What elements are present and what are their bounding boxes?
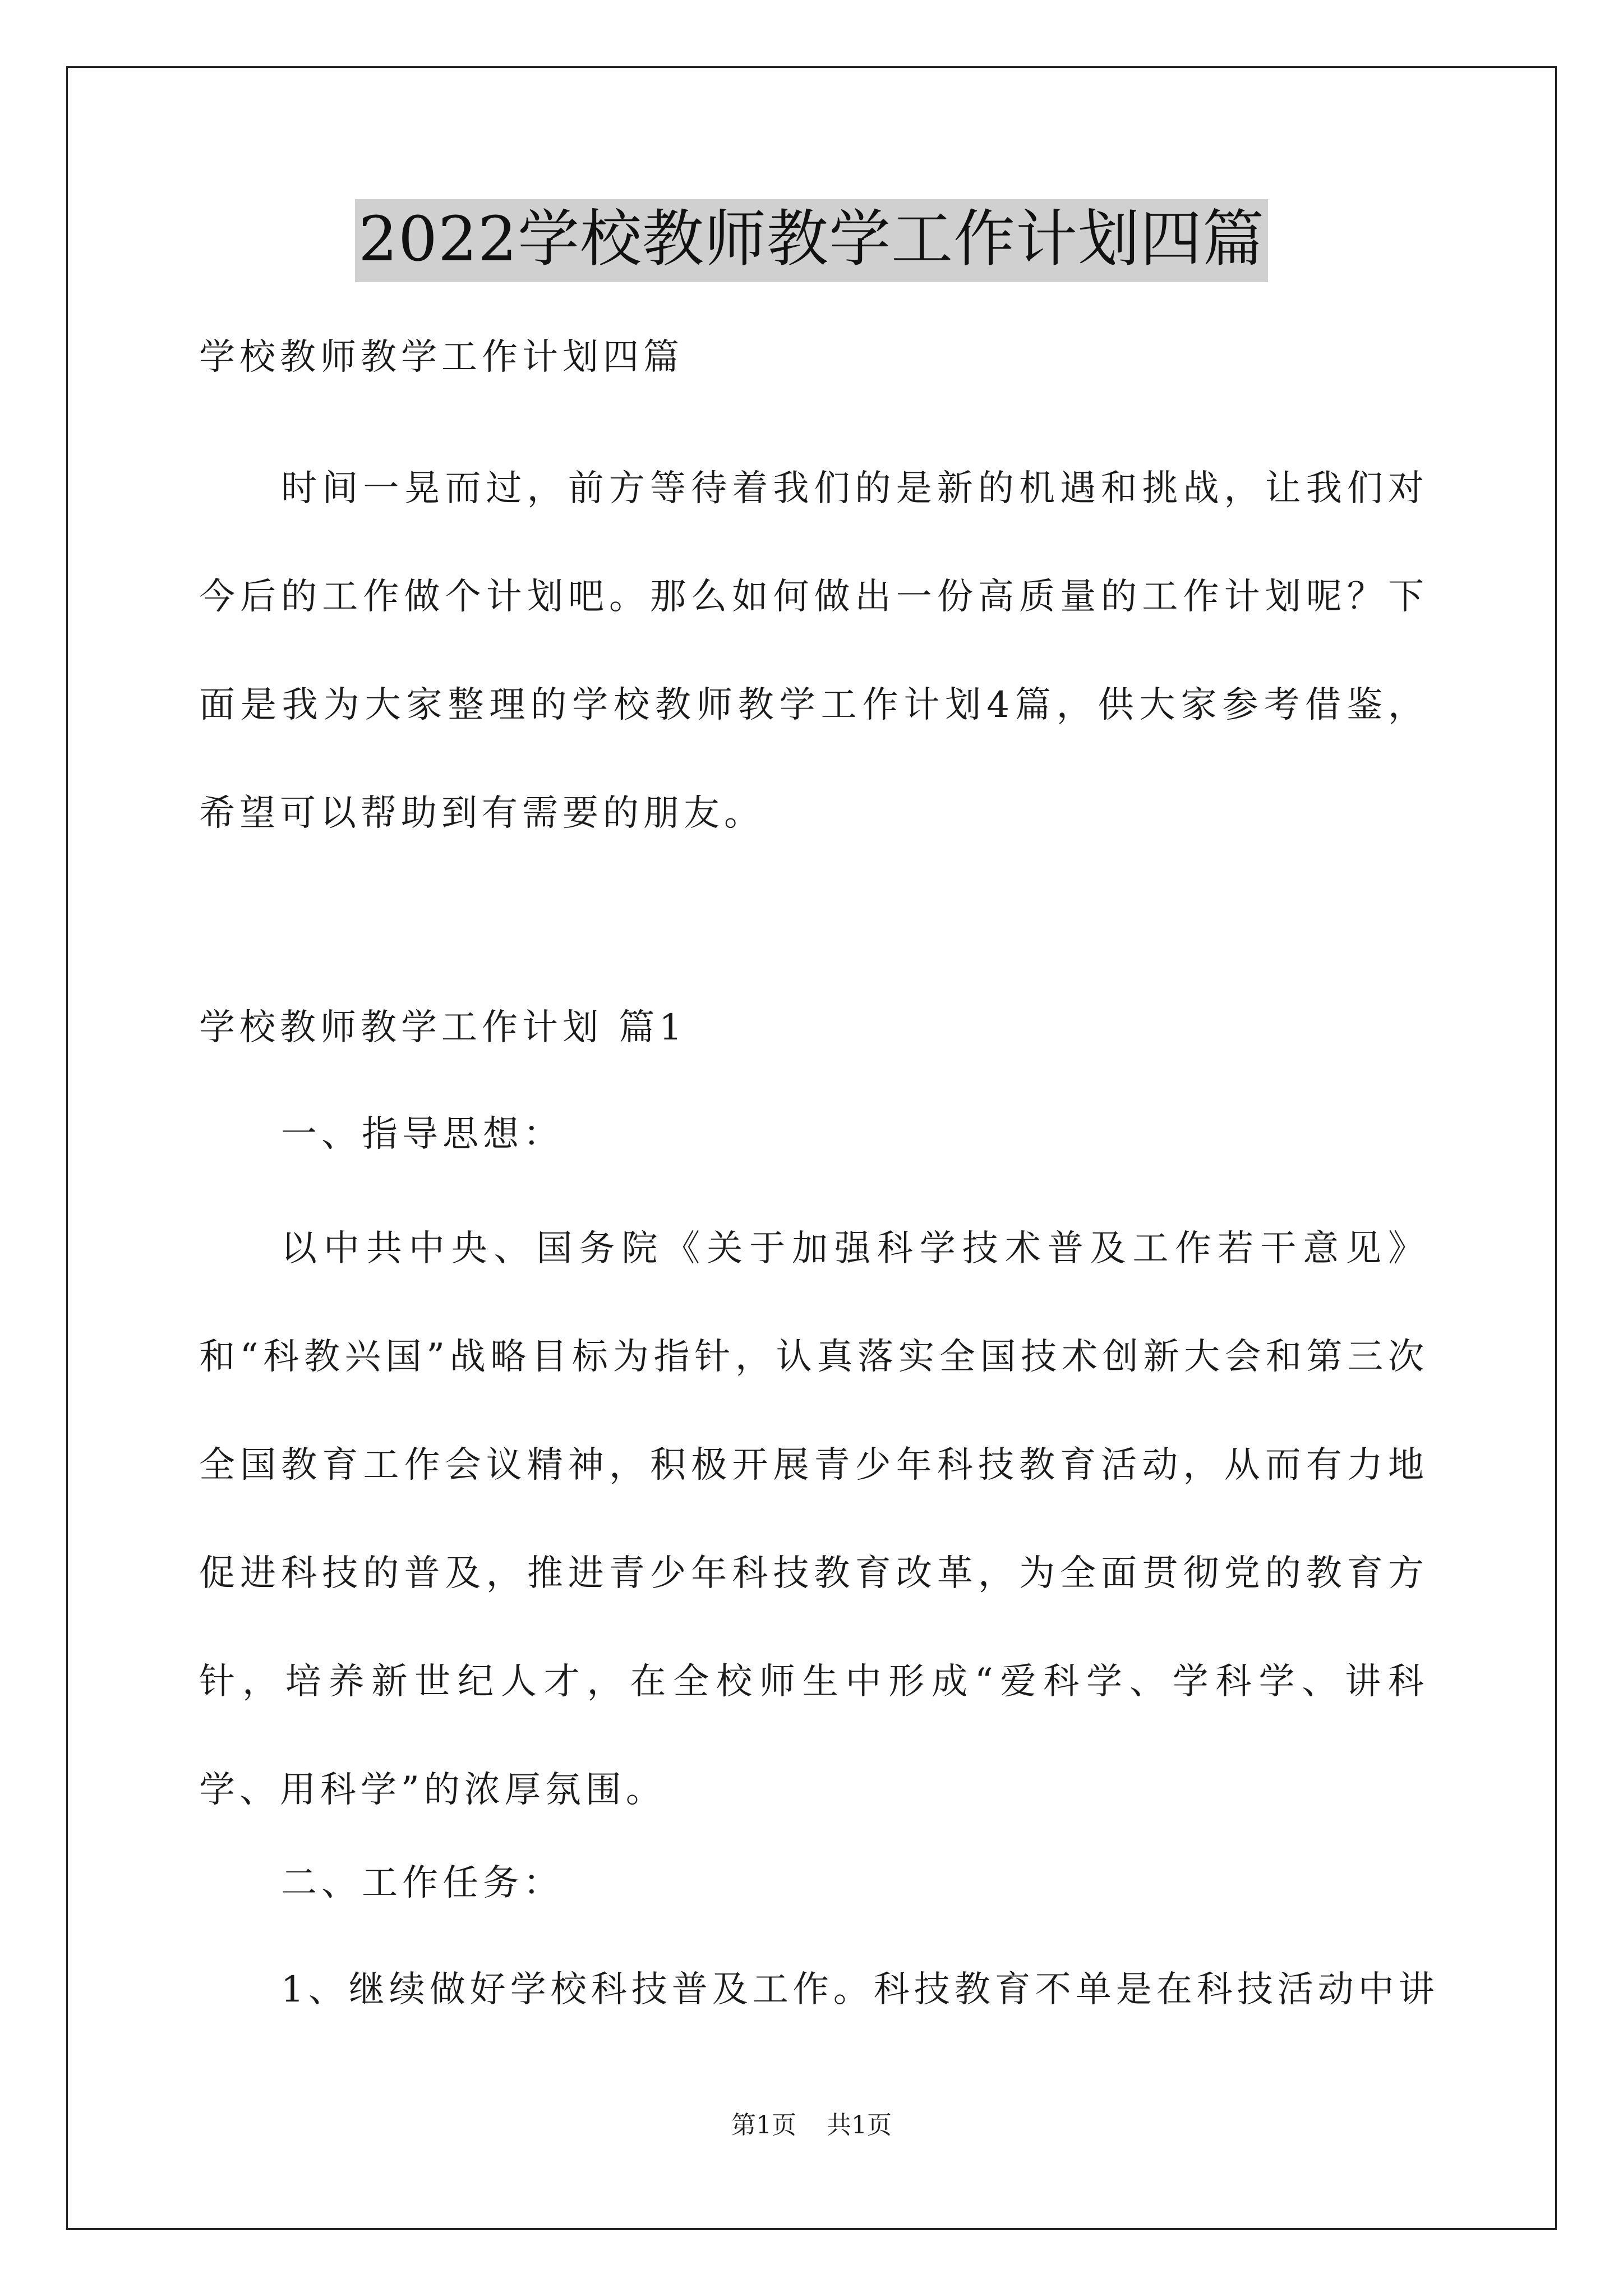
document-subtitle: 学校教师教学工作计划四篇 <box>199 337 684 378</box>
page-total: 共1页 <box>827 2111 892 2139</box>
paragraph-work-task-1: 1、继续做好学校科技普及工作。科技教育不单是在科技活动中讲 <box>281 1969 1439 2010</box>
document-title-text: 2022学校教师教学工作计划四篇 <box>355 199 1268 282</box>
heading-work-tasks: 二、工作任务： <box>281 1862 564 1904</box>
page-footer <box>0 2105 1623 2141</box>
intro-paragraph: 时间一晃而过，前方等待着我们的是新的机遇和挑战，让我们对今后的工作做个计划吧。那么如何做出一份高质量的工作计划呢？下面是我为大家整理的学校教师教学工作计划4篇，供大家参考借鉴，希望可以帮助到有需要的朋友。 <box>199 468 1428 834</box>
paragraph-guiding-ideology: 以中共中央、国务院《关于加强科学技术普及工作若干意见》和“科教兴国”战略目标为指针，认真落实全国技术创新大会和第三次全国教育工作会议精神，积极开展青少年科技教育活动，从而有力地促进科技的普及，推进青少年科技教育改革，为全面贯彻党的教育方针，培养新世纪人才，在全校师生中形成“爱科学、学科学、讲科学、用科学”的浓厚氛围。 <box>199 1228 1428 1811</box>
heading-guiding-ideology: 一、指导思想： <box>281 1114 564 1155</box>
document-title <box>0 199 1623 282</box>
page-number: 第1页 <box>731 2111 796 2139</box>
section-heading: 学校教师教学工作计划 篇1 <box>199 1007 687 1048</box>
